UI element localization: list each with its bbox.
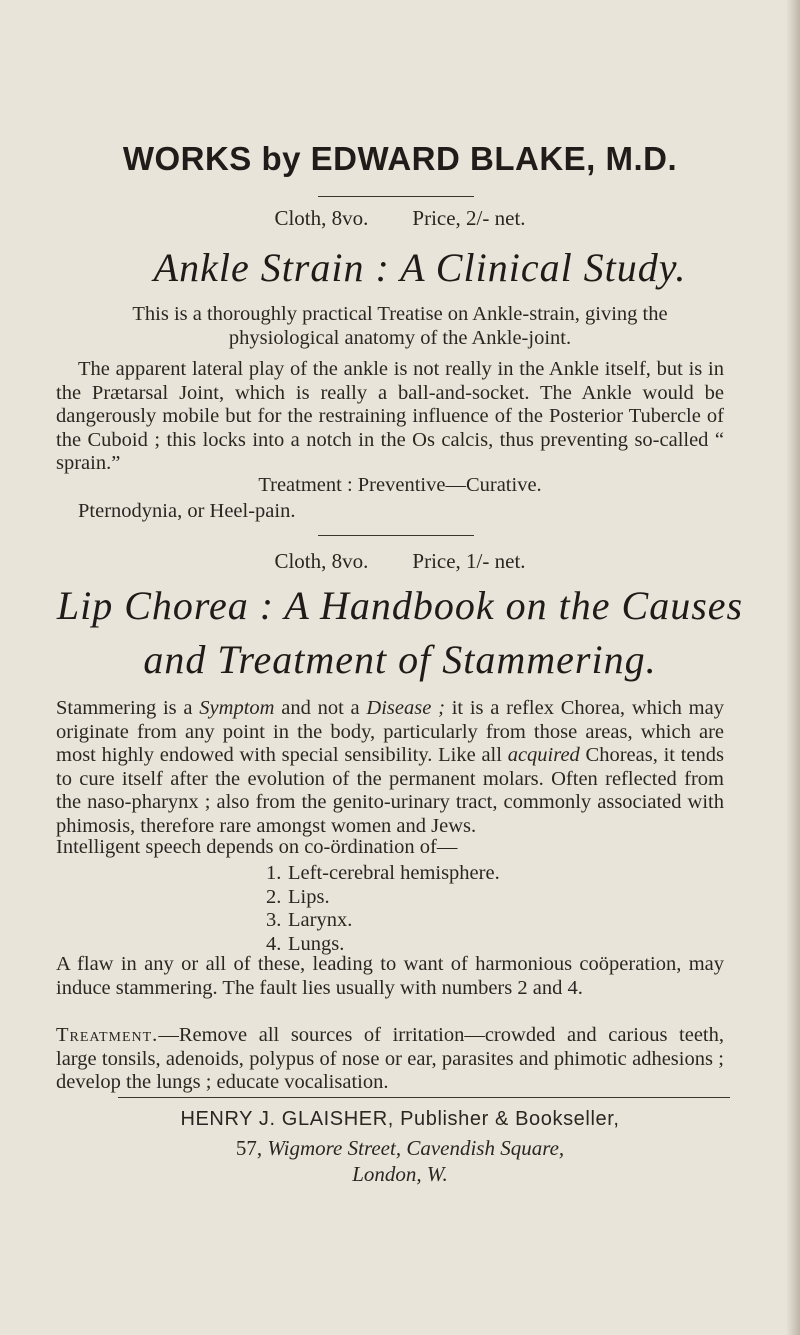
book-2-treatment <box>56 1024 724 1095</box>
book-2-intro: Intelligent speech depends on co-ördination of— <box>56 836 458 858</box>
list-text: Left-cerebral hemisphere. <box>288 862 500 884</box>
book-1-extra: Pternodynia, or Heel-pain. <box>78 500 296 522</box>
book-1-meta <box>0 206 800 231</box>
list-item <box>266 909 500 933</box>
text-run: and not a <box>274 697 367 719</box>
book-2-format: Cloth, 8vo. <box>274 549 369 573</box>
divider <box>118 1097 730 1098</box>
treatment-label: Treatment. <box>56 1024 159 1046</box>
divider <box>318 196 474 197</box>
text-run-italic: Symptom <box>199 697 275 719</box>
address-street-name: Wigmore Street, Cavendish Square, <box>267 1136 565 1160</box>
list-item <box>266 886 500 910</box>
list-number: 3. <box>266 909 282 931</box>
book-1-price: Price, 2/- net. <box>412 206 526 230</box>
book-2-title-line-2: and Treatment of Stammering. <box>143 637 657 682</box>
book-1-format: Cloth, 8vo. <box>274 206 369 230</box>
text-run: Choreas, it tends to cure itself after the evolution of the permanent molars. Often reflected from the naso-pharynx ; also from the genito-urinary tract, commonly associated with phimosis, therefore rare amongst women and Jews. <box>56 744 724 837</box>
book-2-paragraph <box>56 697 724 839</box>
list-text: Larynx. <box>288 909 353 931</box>
book-1-description: This is a thoroughly practical Treatise on Ankle-strain, giving the physiological anatomy of the Ankle-joint. <box>132 303 668 349</box>
book-2-list <box>266 862 500 956</box>
book-1-paragraph: The apparent lateral play of the ankle is not really in the Ankle itself, but is in the Prætarsal Joint, which is really a ball-and-socket. The Ankle would be dangerously mobile but for the restraining influence of the Posterior Tubercle of the Cuboid ; this locks into a notch in the Os calcis, thus preventing so-called “ sprain.” <box>56 358 724 475</box>
book-1-title: Ankle Strain : A Clinical Study. <box>153 245 687 290</box>
list-text: Lungs. <box>288 932 345 955</box>
book-2-meta <box>0 549 800 574</box>
divider <box>318 535 474 536</box>
list-text: Lips. <box>288 885 330 908</box>
address-number: 57, <box>235 1136 263 1160</box>
text-run: Stammering is a <box>56 697 200 719</box>
address-street <box>0 1136 800 1161</box>
text-run: it is a reflex Chorea, which may originate from any point in the body, particularly from those areas, which are most highly endowed with special sensibility. Like all <box>56 697 724 767</box>
page-edge <box>786 0 800 1335</box>
address-city-name: London, W. <box>352 1162 448 1186</box>
address-city <box>0 1162 800 1187</box>
page-title: WORKS by EDWARD BLAKE, M.D. <box>122 140 678 177</box>
list-item <box>266 862 500 886</box>
list-number: 2. <box>266 885 282 908</box>
list-number: 1. <box>266 862 282 884</box>
text-run-italic: acquired <box>507 744 580 767</box>
book-2-flaw: A flaw in any or all of these, leading to want of harmonious coöperation, may induce stammering. The fault lies usually with numbers 2 and 4. <box>56 953 724 999</box>
book-2-price: Price, 1/- net. <box>412 549 526 573</box>
list-number: 4. <box>266 932 282 955</box>
book-1-treatment: Treatment : Preventive—Curative. <box>258 474 542 496</box>
text-run-italic: Disease ; <box>366 697 445 719</box>
publisher: HENRY J. GLAISHER, Publisher & Bookseller, <box>180 1108 620 1130</box>
book-2-title-line-1: Lip Chorea : A Handbook on the Causes <box>56 583 744 628</box>
treatment-text: —Remove all sources of irritation—crowded and carious teeth, large tonsils, adenoids, polypus of nose or ear, parasites and phimotic adhesions ; develop the lungs ; educate vocalisation. <box>56 1024 724 1094</box>
